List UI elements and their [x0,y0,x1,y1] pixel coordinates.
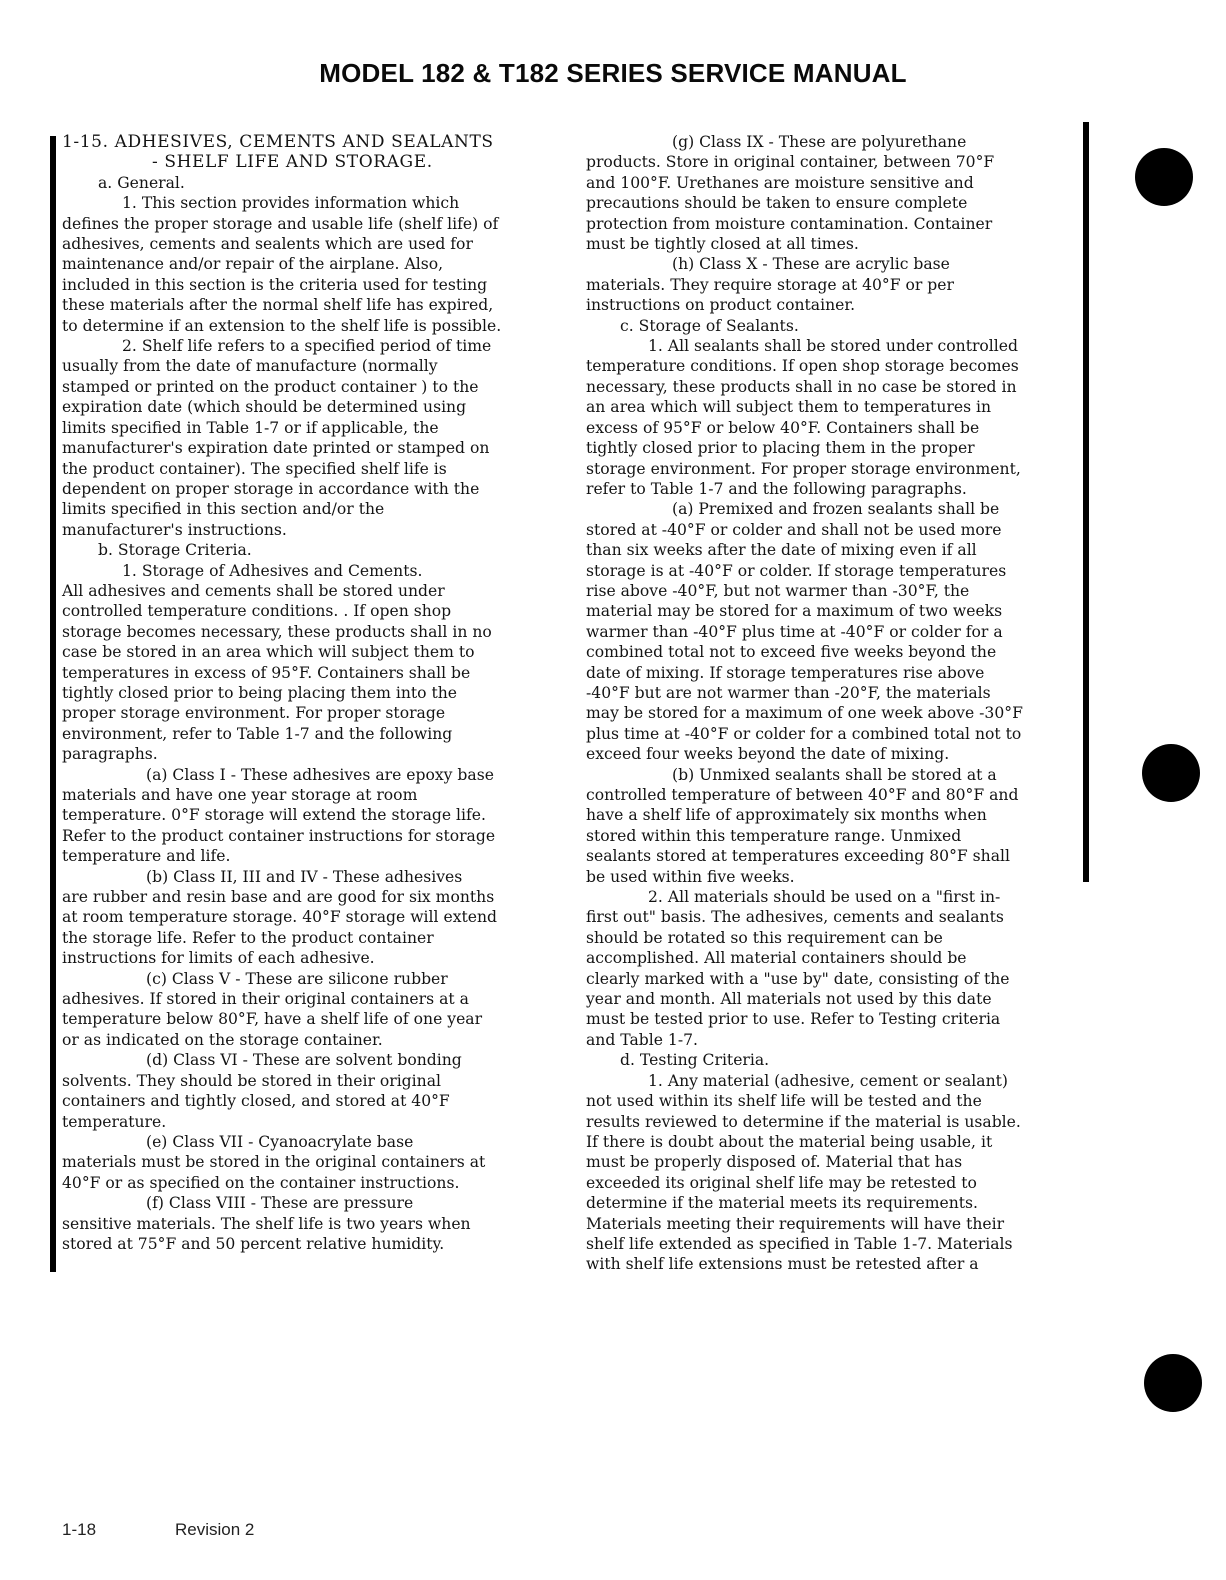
text-line: instructions on product container. [586,296,856,315]
binder-hole-top [1135,148,1193,206]
text-line: (h) Class X - These are acrylic base [672,255,950,274]
text-line: storage environment. For proper storage environment, [586,459,1021,478]
text-line: shelf life extended as specified in Table 1-7. Materials [586,1234,1013,1253]
text-line: (f) Class VIII - These are pressure [146,1194,414,1213]
text-line: be used within five weeks. [586,867,795,886]
text-line: plus time at -40°F or colder for a combined total not to [586,724,1022,743]
text-line: determine if the material meets its requirements. [586,1194,978,1213]
text-line: an area which will subject them to temperatures in [586,398,992,417]
text-line: 40°F or as specified on the container instructions. [62,1173,460,1192]
text-line: exceed four weeks beyond the date of mixing. [586,745,950,764]
text-line: and 100°F. Urethanes are moisture sensitive and [586,173,974,192]
text-line: 1. Storage of Adhesives and Cements. [122,561,423,580]
page-number: 1-18 [62,1520,97,1539]
right-column [586,132,1091,1275]
text-line: (c) Class V - These are silicone rubber [146,969,448,988]
text-line: maintenance and/or repair of the airplane. Also, [62,255,444,274]
text-line: products. Store in original container, between 70°F [586,153,995,172]
text-line: results reviewed to determine if the material is usable. [586,1112,1021,1131]
text-line: proper storage environment. For proper storage [62,704,446,723]
text-line: have a shelf life of approximately six months when [586,806,987,825]
text-line: material may be stored for a maximum of two weeks [586,602,1003,621]
text-line: defines the proper storage and usable life (shelf life) of [62,214,499,233]
text-line: are rubber and resin base and are good for six months [62,888,495,907]
text-line: warmer than -40°F plus time at -40°F or colder for a [586,622,1003,641]
text-line: may be stored for a maximum of one week above -30°F [586,704,1023,723]
text-line: sealants stored at temperatures exceeding 80°F shall [586,847,1010,866]
text-line: necessary, these products shall in no case be stored in [586,377,1017,396]
text-line: Refer to the product container instructions for storage [62,826,496,845]
text-line: tightly closed prior to being placing them into the [62,683,458,702]
revision-label: Revision 2 [175,1520,255,1539]
text-line: Materials meeting their requirements will have their [586,1214,1005,1233]
text-line: year and month. All materials not used by this date [586,990,992,1009]
text-line: sensitive materials. The shelf life is two years when [62,1214,471,1233]
text-line: excess of 95°F or below 40°F. Containers shall be [586,418,980,437]
binder-hole-bottom [1144,1354,1202,1412]
text-line: protection from moisture contamination. Container [586,214,993,233]
text-line: rise above -40°F, but not warmer than -30°F, the [586,581,970,600]
text-line: controlled temperature of between 40°F and 80°F and [586,786,1019,804]
text-line: temperature. 0°F storage will extend the storage life. [62,806,486,825]
text-line: expiration date (which should be determined using [62,398,467,417]
text-line: storage becomes necessary, these products shall in no [62,622,492,641]
text-line: a. General. [98,173,185,192]
text-line: these materials after the normal shelf life has expired, [62,296,494,315]
text-line: b. Storage Criteria. [98,541,252,560]
text-line: materials and have one year storage at room [62,786,418,804]
text-line: stamped or printed on the product container ) to the [62,377,479,396]
text-line: temperatures in excess of 95°F. Containers shall be [62,663,471,682]
text-line: or as indicated on the storage container. [62,1030,383,1049]
text-line: solvents. They should be stored in their original [62,1071,441,1090]
text-line: storage is at -40°F or colder. If storage temperatures [586,561,1007,580]
text-line: limits specified in Table 1-7 or if applicable, the [62,418,439,437]
text-line: combined total not to exceed five weeks beyond the [586,643,997,662]
text-line: first out" basis. The adhesives, cements and sealants [586,908,1004,927]
text-line: -40°F but are not warmer than -20°F, the materials [586,683,991,702]
text-line: (b) Unmixed sealants shall be stored at a [672,765,997,784]
text-line: clearly marked with a "use by" date, consisting of the [586,969,1010,988]
text-line: should be rotated so this requirement can be [586,928,943,947]
text-line: containers and tightly closed, and stored at 40°F [62,1092,450,1111]
text-line: materials. They require storage at 40°F or per [586,275,954,294]
text-line: (e) Class VII - Cyanoacrylate base [146,1132,414,1151]
text-line: 1. This section provides information which [122,194,460,213]
text-line: must be properly disposed of. Material that has [586,1153,963,1172]
text-line: must be tightly closed at all times. [586,235,859,254]
text-line: exceeded its original shelf life may be retested to [586,1173,977,1192]
text-line: (b) Class II, III and IV - These adhesives [146,867,463,886]
text-line: at room temperature storage. 40°F storage will extend [62,908,498,927]
left-column [62,132,562,1254]
text-line: (d) Class VI - These are solvent bonding [146,1051,462,1070]
text-line: date of mixing. If storage temperatures rise above [586,663,985,682]
page-title: MODEL 182 & T182 SERIES SERVICE MANUAL [319,58,907,88]
text-line: temperature. [62,1112,167,1131]
section-heading: 1-15. ADHESIVES, CEMENTS AND SEALANTS [62,132,494,152]
text-line: 1. All sealants shall be stored under controlled [648,337,1018,356]
text-line: controlled temperature conditions. . If open shop [62,602,452,621]
text-line: accomplished. All material containers should be [586,949,967,968]
text-line: adhesives. If stored in their original containers at a [62,990,469,1009]
text-line: (g) Class IX - These are polyurethane [672,133,967,151]
text-line: with shelf life extensions must be retested after a [586,1255,979,1274]
text-line: 2. Shelf life refers to a specified period of time [122,337,492,356]
text-line: instructions for limits of each adhesive. [62,949,375,968]
text-line: not used within its shelf life will be tested and the [586,1092,982,1111]
text-line: manufacturer's instructions. [62,520,287,539]
text-line: precautions should be taken to ensure complete [586,194,968,213]
change-bar-left [50,136,56,1272]
text-line: c. Storage of Sealants. [620,316,799,335]
text-line: manufacturer's expiration date printed or stamped on [62,439,490,458]
text-line: temperature and life. [62,847,231,866]
text-line: paragraphs. [62,745,158,764]
text-line: stored within this temperature range. Unmixed [586,826,962,845]
text-line: stored at -40°F or colder and shall not be used more [586,520,1002,539]
text-line: 2. All materials should be used on a "first in- [648,888,1001,907]
text-line: and Table 1-7. [586,1030,698,1049]
text-line: (a) Class I - These adhesives are epoxy base [146,765,494,784]
binder-hole-middle [1142,744,1200,802]
text-line: 1. Any material (adhesive, cement or sealant) [648,1071,1008,1090]
text-line: included in this section is the criteria used for testing [62,275,488,294]
text-line: the product container). The specified shelf life is [62,459,447,478]
text-line: must be tested prior to use. Refer to Testing criteria [586,1010,1001,1029]
text-line: If there is doubt about the material being usable, it [586,1132,993,1151]
text-line: to determine if an extension to the shelf life is possible. [62,316,502,335]
text-line: than six weeks after the date of mixing even if all [586,541,977,560]
section-heading-cont: - SHELF LIFE AND STORAGE. [152,152,433,173]
text-line: tightly closed prior to placing them in the proper [586,439,975,458]
text-line: (a) Premixed and frozen sealants shall be [672,500,1000,519]
text-line: All adhesives and cements shall be stored under [62,581,445,600]
text-line: stored at 75°F and 50 percent relative humidity. [62,1234,445,1253]
text-line: adhesives, cements and sealents which are used for [62,235,473,254]
text-line: d. Testing Criteria. [620,1051,770,1070]
text-line: temperature conditions. If open shop storage becomes [586,357,1019,376]
text-line: materials must be stored in the original containers at [62,1153,486,1172]
text-line: temperature below 80°F, have a shelf life of one year [62,1010,483,1029]
text-line: environment, refer to Table 1-7 and the following [62,724,453,743]
text-line: case be stored in an area which will subject them to [62,643,475,662]
text-line: usually from the date of manufacture (normally [62,357,438,376]
text-line: refer to Table 1-7 and the following paragraphs. [586,479,967,498]
text-line: the storage life. Refer to the product container [62,928,434,947]
text-line: limits specified in this section and/or the [62,500,385,519]
text-line: dependent on proper storage in accordance with the [62,479,480,498]
